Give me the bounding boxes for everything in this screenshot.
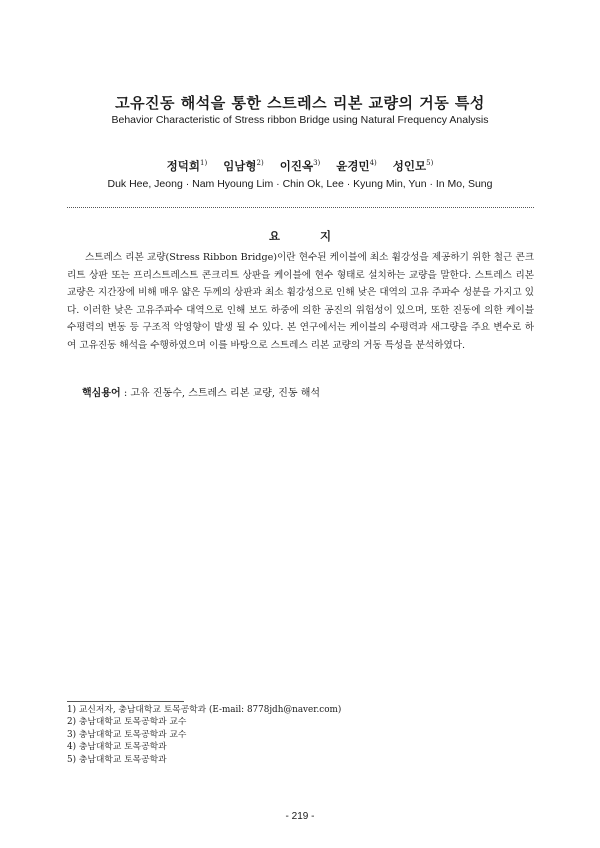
keywords bbox=[82, 384, 532, 399]
keywords-separator: : bbox=[120, 388, 131, 399]
author-name: 성인모 bbox=[392, 159, 427, 173]
abstract-body: 스트레스 리본 교량(Stress Ribbon Bridge)이란 현수된 케이블에 최소 휨강성을 제공하기 위한 철근 콘크리트 상판 또는 프리스트레스트 콘크리트 상판을 케이블에 현수 형태로 설치하는 교량을 말한다. 스트레스 리본 교량은 지간장에 비해 매우 얇은 두께의 상판과 최소 휨강성으로 인해 낮은 대역의 고유 주파수 성분을 가지고 있다. 이러한 낮은 고유주파수 대역으로 인해 보도 하중에 의한 공진의 위험성이 있으며, 또한 진동에 의한 케이블 수평력의 변동 등 구조적 악영향이 발생 될 수 있다. 본 연구에서는 케이블의 수평력과 새그량을 주요 변수로 하여 고유진동 해석을 수행하였으며 이를 바탕으로 스트레스 리본 교량의 거동 특성을 분석하였다. bbox=[67, 252, 534, 351]
authors-english: Duk Hee, Jeong · Nam Hyoung Lim · Chin Ok, Lee · Kyung Min, Yun · In Mo, Sung bbox=[107, 178, 493, 190]
author-name: 윤경민 bbox=[336, 159, 370, 173]
footnote-item: 5) 충남대학교 토목공학과 bbox=[67, 754, 167, 765]
header-divider bbox=[67, 207, 534, 208]
author-mark: 3) bbox=[313, 159, 321, 168]
footnote-item: 4) 충남대학교 토목공학과 bbox=[67, 742, 167, 753]
author-name: 이진옥 bbox=[279, 159, 314, 173]
footnote-item: 2) 충남대학교 토목공학과 교수 bbox=[67, 717, 187, 728]
author-1 bbox=[167, 159, 208, 173]
paper-title-english: Behavior Characteristic of Stress ribbon Bridge using Natural Frequency Analysis bbox=[111, 114, 489, 126]
author-mark: 1) bbox=[200, 159, 208, 168]
author-2 bbox=[223, 159, 264, 173]
author-mark: 5) bbox=[426, 159, 434, 168]
author-3 bbox=[280, 159, 321, 173]
author-mark: 2) bbox=[256, 159, 264, 168]
author-5 bbox=[393, 159, 434, 173]
abstract-heading: 요 지 bbox=[268, 229, 350, 243]
authors-korean bbox=[0, 158, 600, 174]
footnote-item: 1) 교신저자, 충남대학교 토목공학과 (E-mail: 8778jdh@naver.com) bbox=[67, 705, 342, 715]
author-name: 임남형 bbox=[223, 159, 257, 173]
keywords-value: 고유 진동수, 스트레스 리본 교량, 진동 해석 bbox=[130, 388, 321, 399]
author-mark: 4) bbox=[369, 159, 377, 168]
author-name: 정덕희 bbox=[166, 159, 200, 173]
keywords-label: 핵심용어 bbox=[82, 388, 121, 399]
page-number: - 219 - bbox=[285, 811, 315, 822]
footnote-rule bbox=[67, 701, 184, 702]
paper-title-korean: 고유진동 해석을 통한 스트레스 리본 교량의 거동 특성 bbox=[115, 94, 485, 112]
footnotes bbox=[67, 704, 527, 766]
footnote-item: 3) 충남대학교 토목공학과 교수 bbox=[67, 729, 187, 740]
author-4 bbox=[336, 159, 377, 173]
